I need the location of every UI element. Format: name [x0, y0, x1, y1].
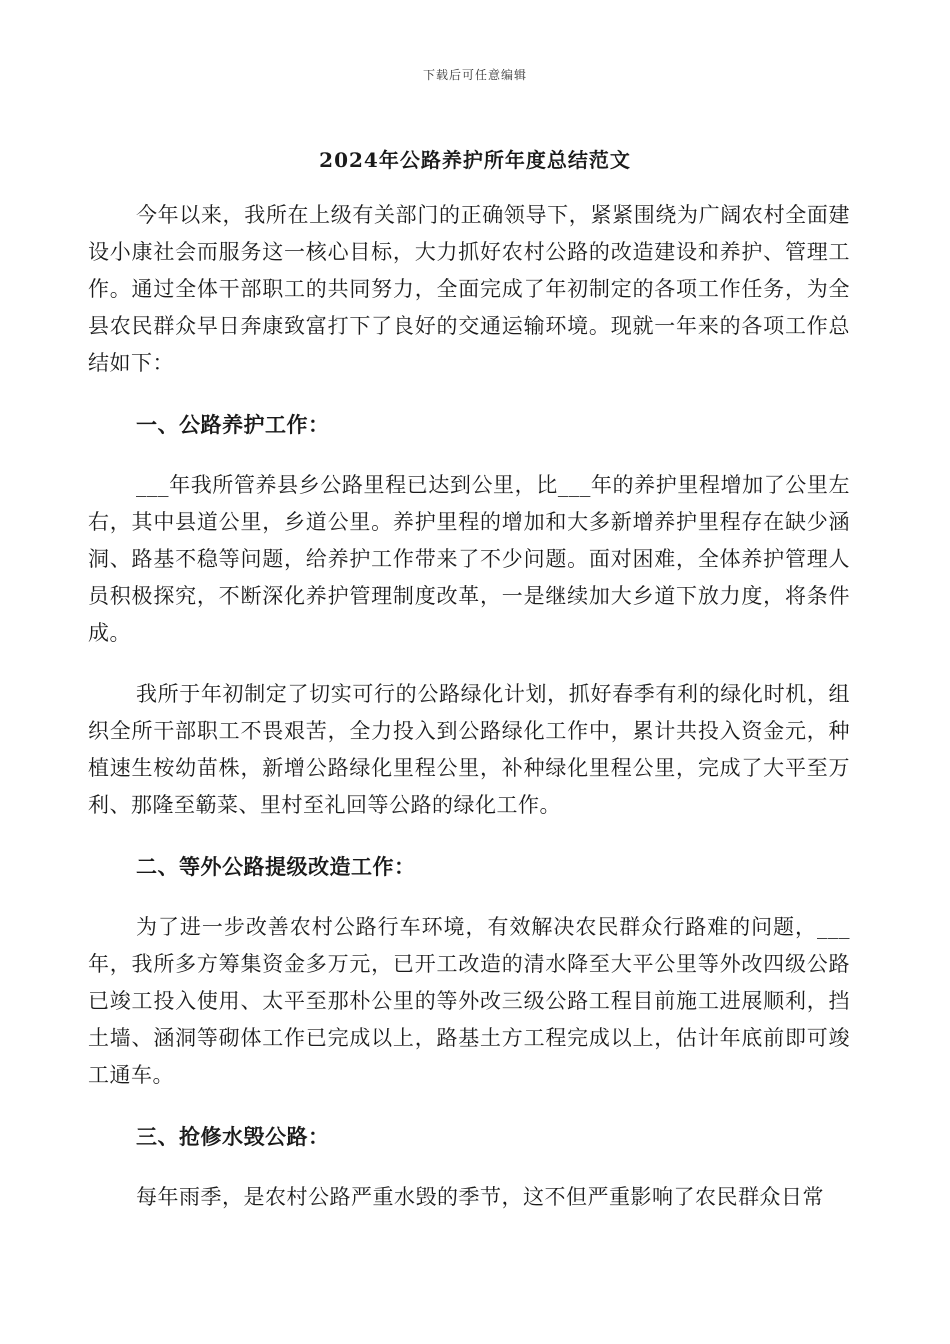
- section-heading-road-maintenance: 一、公路养护工作：: [136, 412, 330, 437]
- section-paragraph: 我所于年初制定了切实可行的公路绿化计划，抓好春季有利的绿化时机，组织全所干部职工不畏艰苦，全力投入到公路绿化工作中，累计共投入资金元，种植速生桉幼苗株，新增公路绿化里程公里，补种绿化里程公里，完成了大平至万利、那隆至簕菜、里村至礼回等公路的绿化工作。: [88, 682, 850, 817]
- document-body: [88, 197, 850, 1240]
- section-paragraph: 每年雨季，是农村公路严重水毁的季节，这不但严重影响了农民群众日常: [136, 1185, 824, 1209]
- section-paragraph: 为了进一步改善农村公路行车环境，有效解决农民群众行路难的问题，___年，我所多方筹集资金多万元，已开工改造的清水降至大平公里等外改四级公路已竣工投入使用、太平至那朴公里的等外改三级公路工程目前施工进展顺利，挡土墙、涵洞等砌体工作已完成以上，路基土方工程完成以上，估计年底前即可竣工通车。: [88, 915, 850, 1087]
- section-paragraph: ___年我所管养县乡公路里程已达到公里，比___年的养护里程增加了公里左右，其中县道公里，乡道公里。养护里程的增加和大多新增养护里程存在缺少涵洞、路基不稳等问题，给养护工作带来了不少问题。面对困难，全体养护管理人员积极探究，不断深化养护管理制度改革，一是继续加大乡道下放力度，将条件成。: [88, 473, 850, 645]
- header-note: 下载后可任意编辑: [422, 68, 527, 82]
- document-title: 2024年公路养护所年度总结范文: [319, 148, 631, 172]
- section-heading-road-upgrade: 二、等外公路提级改造工作：: [136, 854, 416, 879]
- intro-paragraph: 今年以来，我所在上级有关部门的正确领导下，紧紧围绕为广阔农村全面建设小康社会而服务这一核心目标，大力抓好农村公路的改造建设和养护、管理工作。通过全体干部职工的共同努力，全面完成了年初制定的各项工作任务，为全县农民群众早日奔康致富打下了良好的交通运输环境。现就一年来的各项工作总结如下：: [88, 203, 850, 375]
- section-heading-flood-repair: 三、抢修水毁公路：: [136, 1124, 330, 1149]
